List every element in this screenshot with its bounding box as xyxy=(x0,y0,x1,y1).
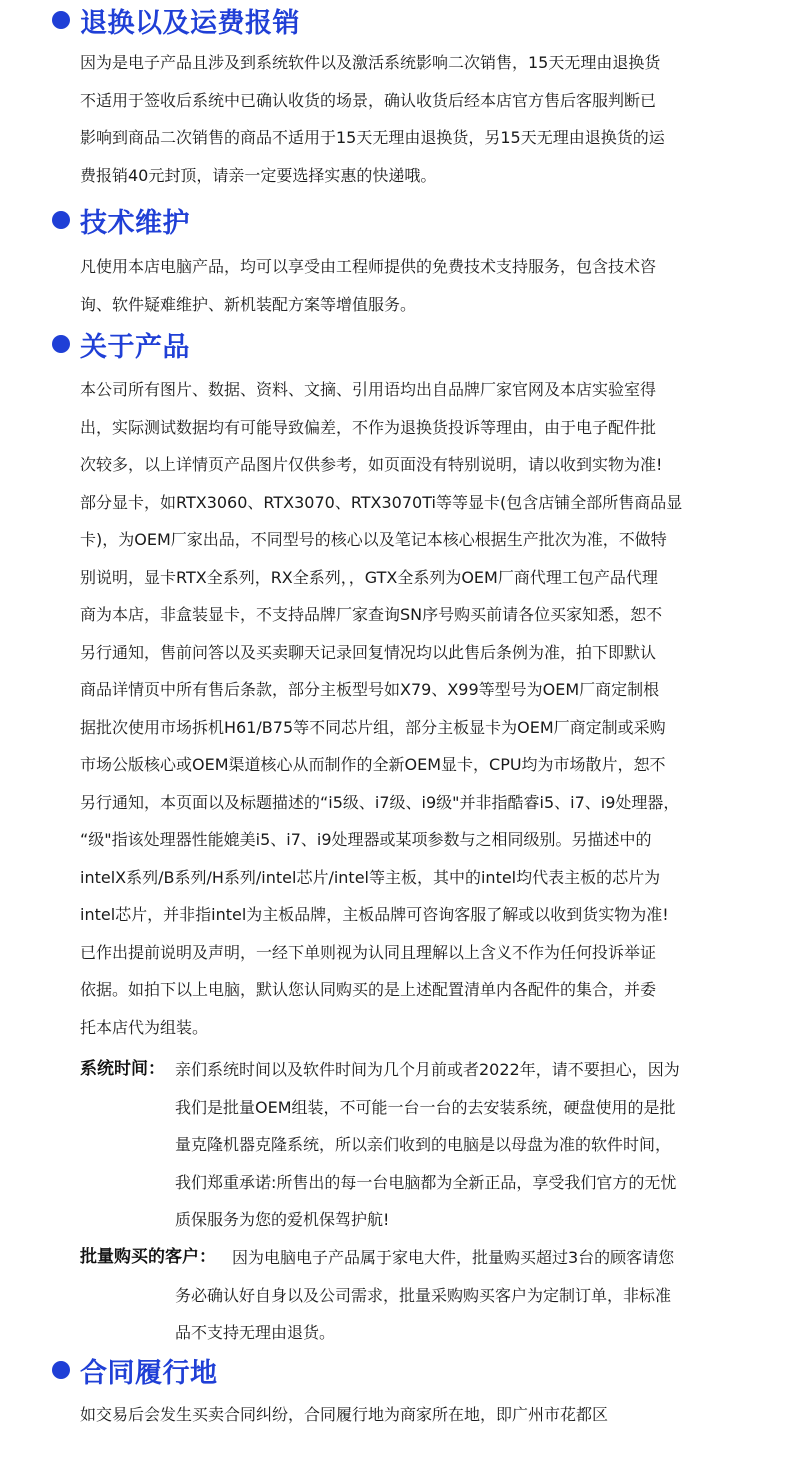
bulk-purchase-label: 批量购买的客户： xyxy=(80,1247,216,1267)
system-time-block xyxy=(80,1051,760,1241)
text-line: 本公司所有图片、数据、资料、文摘、引用语均出自品牌厂家官网及本店实验室得 xyxy=(80,380,657,399)
section-heading-tech xyxy=(52,200,190,240)
text-line: 不适用于签收后系统中已确认收货的场景，确认收货后经本店官方售后客服判断已 xyxy=(80,90,657,110)
text-line: 品不支持无理由退货。 xyxy=(175,1323,336,1342)
text-line: 量克隆机器克隆系统，所以亲们收到的电脑是以母盘为准的软件时间， xyxy=(175,1135,672,1154)
text-line: intelX系列/B系列/H系列/intel芯片/intel等主板，其中的intel均代表主板的芯片为 xyxy=(80,867,661,887)
text-line: 询、软件疑难维护、新机装配方案等增值服务。 xyxy=(80,294,417,314)
text-line: intel芯片，并非指intel为主板品牌，主板品牌可咨询客服了解或以收到货实物为准! xyxy=(80,905,669,924)
text-line: 亲们系统时间以及软件时间为几个月前或者2022年，请不要担心，因为 xyxy=(175,1060,680,1079)
section-title: 合同履行地 xyxy=(80,1357,218,1389)
text-line: 托本店代为组装。 xyxy=(80,1017,209,1037)
section-heading-about xyxy=(52,324,190,364)
about-paragraph xyxy=(80,371,740,1046)
text-line: 别说明，显卡RTX全系列，RX全系列，，GTX全系列为OEM厂商代理工包产品代理 xyxy=(80,567,658,587)
text-line: “级"指该处理器性能媲美i5、i7、i9处理器或某项参数与之相同级别。另描述中的 xyxy=(80,830,652,849)
text-line: 部分显卡，如RTX3060、RTX3070、RTX3070Ti等等显卡(包含店铺全部所售商品显 xyxy=(80,492,683,512)
text-line: 影响到商品二次销售的商品不适用于15天无理由退换货，另15天无理由退换货的运 xyxy=(80,128,665,147)
bullet-dot-icon xyxy=(52,335,70,353)
section-title: 退换以及运费报销 xyxy=(80,7,300,39)
section-heading-refund xyxy=(52,0,300,40)
section-title: 关于产品 xyxy=(80,331,190,363)
text-line: 市场公版核心或OEM渠道核心从而制作的全新OEM显卡，CPU均为市场散片，恕不 xyxy=(80,755,666,774)
text-line: 因为电脑电子产品属于家电大件，批量购买超过3台的顾客请您 xyxy=(232,1248,675,1267)
bulk-purchase-block xyxy=(80,1239,760,1354)
section-title: 技术维护 xyxy=(80,207,190,239)
bullet-dot-icon xyxy=(52,11,70,29)
text-line: 费报销40元封顶，请亲一定要选择实惠的快递哦。 xyxy=(80,165,437,185)
system-time-label: 系统时间： xyxy=(80,1059,165,1079)
tech-paragraph xyxy=(80,248,740,323)
text-line: 依据。如拍下以上电脑，默认您认同购买的是上述配置清单内各配件的集合，并委 xyxy=(80,980,657,999)
bulk-purchase-text-rest xyxy=(175,1277,671,1352)
refund-paragraph xyxy=(80,44,740,194)
text-line: 商为本店，非盒装显卡，不支持品牌厂家查询SN序号购买前请各位买家知悉，恕不 xyxy=(80,605,663,624)
text-line: 据批次使用市场拆机H61/B75等不同芯片组，部分主板显卡为OEM厂商定制或采购 xyxy=(80,717,666,737)
system-time-text xyxy=(175,1051,680,1239)
text-line: 另行通知，本页面以及标题描述的“i5级、i7级、i9级"并非指酷睿i5、i7、i9处理器， xyxy=(80,792,680,812)
bullet-dot-icon xyxy=(52,1361,70,1379)
text-line: 质保服务为您的爱机保驾护航! xyxy=(175,1210,390,1229)
bullet-dot-icon xyxy=(52,211,70,229)
contract-paragraph xyxy=(80,1396,740,1434)
text-line: 务必确认好自身以及公司需求，批量采购购买客户为定制订单，非标准 xyxy=(175,1285,672,1305)
text-line: 我们是批量OEM组装，不可能一台一台的去安装系统，硬盘使用的是批 xyxy=(175,1097,676,1117)
text-line: 如交易后会发生买卖合同纠纷，合同履行地为商家所在地，即广州市花都区 xyxy=(80,1405,609,1424)
text-line: 商品详情页中所有售后条款，部分主板型号如X79、X99等型号为OEM厂商定制根 xyxy=(80,680,660,699)
text-line: 已作出提前说明及声明，一经下单则视为认同且理解以上含义不作为任何投诉举证 xyxy=(80,942,657,962)
text-line: 因为是电子产品且涉及到系统软件以及激活系统影响二次销售，15天无理由退换货 xyxy=(80,53,661,72)
text-line: 我们郑重承诺:所售出的每一台电脑都为全新正品，享受我们官方的无忧 xyxy=(175,1172,677,1192)
text-line: 次较多，以上详情页产品图片仅供参考，如页面没有特别说明，请以收到实物为准! xyxy=(80,455,663,474)
text-line: 出，实际测试数据均有可能导致偏差，不作为退换货投诉等理由，由于电子配件批 xyxy=(80,417,657,437)
text-line: 卡)，为OEM厂家出品，不同型号的核心以及笔记本核心根据生产批次为准，不做特 xyxy=(80,530,667,549)
bulk-purchase-text-first xyxy=(232,1239,674,1277)
text-line: 凡使用本店电脑产品，均可以享受由工程师提供的免费技术支持服务，包含技术咨 xyxy=(80,257,657,276)
text-line: 另行通知，售前问答以及买卖聊天记录回复情况均以此售后条例为准，拍下即默认 xyxy=(80,642,657,662)
section-heading-contract xyxy=(52,1350,218,1390)
